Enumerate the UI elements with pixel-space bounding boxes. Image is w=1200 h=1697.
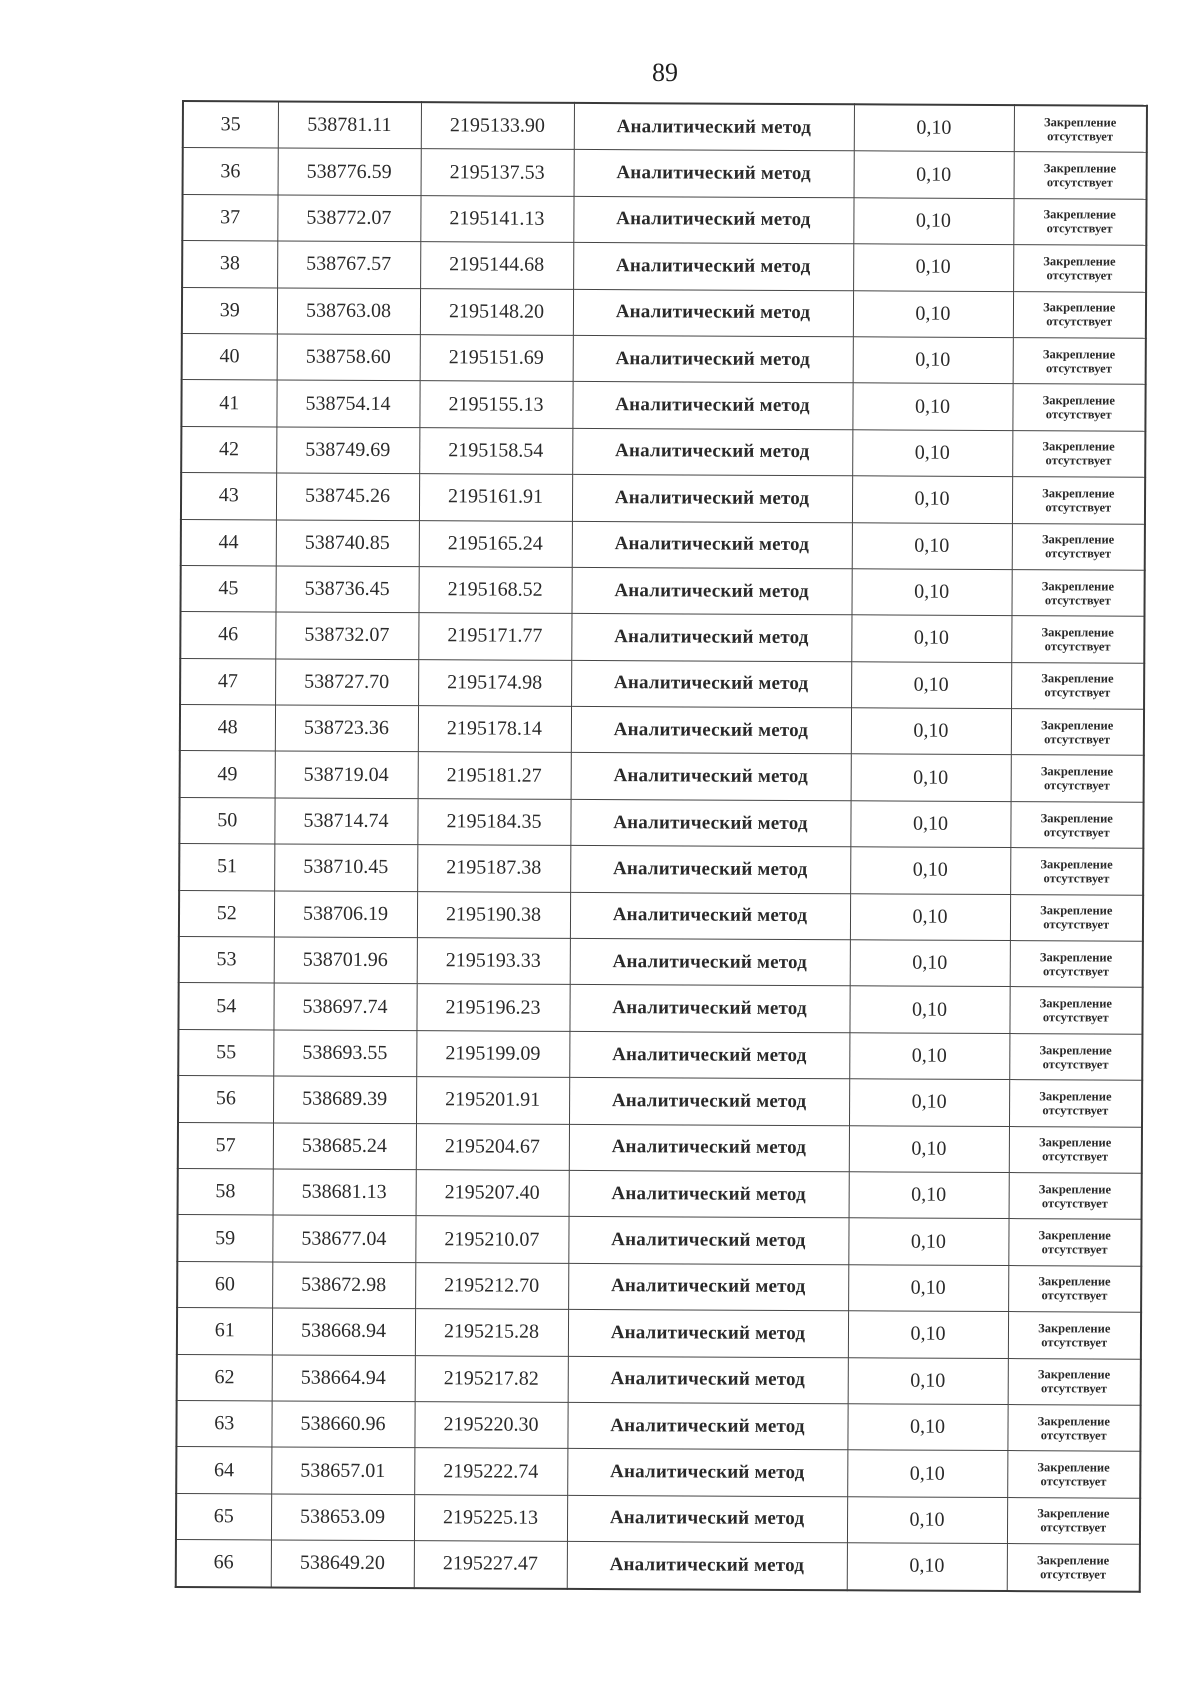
x-coordinate-cell: 538710.45 — [274, 844, 417, 891]
fixation-line-1: Закрепление — [1039, 1089, 1112, 1104]
point-number-cell: 38 — [182, 241, 277, 288]
method-cell: Аналитический метод — [570, 938, 850, 986]
fixation-cell — [1013, 338, 1146, 385]
accuracy-cell: 0,10 — [851, 754, 1011, 801]
fixation-cell — [1010, 848, 1143, 895]
method-cell: Аналитический метод — [567, 1495, 847, 1543]
fixation-cell — [1007, 1451, 1140, 1498]
x-coordinate-cell: 538740.85 — [276, 519, 419, 566]
table-row — [179, 890, 1143, 941]
y-coordinate-cell: 2195225.13 — [414, 1494, 567, 1541]
table-row — [180, 565, 1144, 616]
fixation-line-2: отсутствует — [1046, 221, 1113, 237]
fixation-cell — [1011, 709, 1144, 756]
accuracy-cell: 0,10 — [847, 1404, 1007, 1451]
fixation-line-2: отсутствует — [1044, 592, 1111, 608]
method-cell: Аналитический метод — [571, 706, 851, 754]
accuracy-cell: 0,10 — [852, 522, 1012, 569]
accuracy-cell: 0,10 — [853, 244, 1013, 291]
accuracy-cell: 0,10 — [850, 893, 1010, 940]
accuracy-cell: 0,10 — [848, 1311, 1008, 1358]
method-cell: Аналитический метод — [569, 1124, 849, 1172]
fixation-line-1: Закрепление — [1040, 810, 1113, 826]
fixation-line-1: Закрепление — [1039, 996, 1113, 1011]
fixation-line-2: отсутствует — [1042, 1056, 1109, 1072]
method-cell: Аналитический метод — [572, 521, 852, 569]
fixation-line-2: отсутствует — [1045, 500, 1112, 515]
point-number-cell: 60 — [177, 1261, 272, 1308]
accuracy-cell: 0,10 — [849, 986, 1009, 1033]
fixation-line-2: отсутствует — [1040, 1567, 1107, 1582]
fixation-line-1: Закрепление — [1038, 1321, 1111, 1336]
table-row — [177, 1308, 1141, 1359]
point-number-cell: 47 — [180, 658, 275, 705]
fixation-line-1: Закрепление — [1040, 764, 1114, 779]
accuracy-cell: 0,10 — [851, 615, 1011, 662]
accuracy-cell: 0,10 — [850, 847, 1010, 894]
fixation-cell — [1014, 105, 1147, 153]
point-number-cell: 49 — [180, 751, 275, 798]
accuracy-cell: 0,10 — [851, 569, 1011, 616]
x-coordinate-cell: 538719.04 — [275, 751, 418, 798]
table-row — [182, 287, 1146, 338]
fixation-cell — [1010, 801, 1143, 848]
table-row — [179, 937, 1143, 988]
fixation-cell — [1010, 941, 1143, 988]
method-cell: Аналитический метод — [569, 1170, 849, 1218]
method-cell: Аналитический метод — [571, 567, 851, 615]
x-coordinate-cell: 538685.24 — [273, 1123, 416, 1170]
accuracy-cell: 0,10 — [847, 1450, 1007, 1497]
point-number-cell: 63 — [176, 1400, 271, 1447]
fixation-line-1: Закрепление — [1038, 1181, 1112, 1197]
table-row — [178, 1029, 1142, 1080]
method-cell: Аналитический метод — [573, 289, 853, 337]
x-coordinate-cell: 538776.59 — [278, 148, 421, 195]
table-row — [180, 612, 1144, 663]
fixation-line-2: отсутствует — [1040, 1381, 1107, 1396]
x-coordinate-cell: 538727.70 — [275, 659, 418, 706]
x-coordinate-cell: 538668.94 — [272, 1308, 415, 1355]
table-row — [179, 844, 1143, 895]
table-row — [176, 1540, 1140, 1592]
fixation-line-2: отсутствует — [1044, 685, 1111, 700]
fixation-line-2: отсутствует — [1046, 268, 1113, 283]
accuracy-cell: 0,10 — [853, 198, 1013, 245]
table-row — [178, 983, 1142, 1034]
point-number-cell: 45 — [180, 565, 275, 612]
x-coordinate-cell: 538653.09 — [271, 1494, 414, 1541]
accuracy-cell: 0,10 — [851, 708, 1011, 755]
x-coordinate-cell: 538660.96 — [271, 1401, 414, 1448]
y-coordinate-cell: 2195210.07 — [415, 1216, 568, 1263]
page-number: 89 — [652, 58, 678, 87]
method-cell: Аналитический метод — [569, 1078, 849, 1126]
table-row — [181, 473, 1145, 524]
method-cell: Аналитический метод — [572, 475, 852, 523]
fixation-line-1: Закрепление — [1038, 1135, 1112, 1150]
y-coordinate-cell: 2195174.98 — [418, 659, 571, 706]
fixation-line-1: Закрепление — [1037, 1460, 1110, 1475]
fixation-line-1: Закрепление — [1043, 254, 1116, 269]
y-coordinate-cell: 2195161.91 — [419, 474, 572, 521]
method-cell: Аналитический метод — [571, 614, 851, 662]
fixation-cell — [1012, 430, 1145, 477]
fixation-line-1: Закрепление — [1039, 949, 1113, 965]
method-cell: Аналитический метод — [568, 1356, 848, 1404]
fixation-line-1: Закрепление — [1036, 1552, 1110, 1568]
fixation-cell — [1013, 245, 1146, 292]
x-coordinate-cell: 538754.14 — [276, 380, 419, 427]
y-coordinate-cell: 2195171.77 — [418, 613, 571, 660]
method-cell: Аналитический метод — [574, 150, 854, 198]
method-cell: Аналитический метод — [569, 985, 849, 1033]
accuracy-cell: 0,10 — [850, 940, 1010, 987]
point-number-cell: 42 — [181, 426, 276, 473]
fixation-line-2: отсутствует — [1046, 175, 1113, 190]
fixation-line-2: отсутствует — [1045, 360, 1112, 376]
x-coordinate-cell: 538677.04 — [272, 1215, 415, 1262]
fixation-line-1: Закрепление — [1037, 1413, 1110, 1429]
fixation-line-1: Закрепление — [1042, 346, 1116, 362]
table-row — [179, 797, 1143, 848]
fixation-line-2: отсутствует — [1046, 314, 1113, 329]
y-coordinate-cell: 2195227.47 — [414, 1541, 567, 1589]
fixation-cell — [1009, 987, 1142, 1034]
x-coordinate-cell: 538701.96 — [274, 937, 417, 984]
y-coordinate-cell: 2195165.24 — [419, 520, 572, 567]
x-coordinate-cell: 538749.69 — [276, 427, 419, 474]
y-coordinate-cell: 2195204.67 — [416, 1123, 569, 1170]
coordinates-table — [175, 100, 1148, 1592]
fixation-cell — [1008, 1312, 1141, 1359]
fixation-line-2: отсутствует — [1043, 871, 1110, 886]
x-coordinate-cell: 538672.98 — [272, 1262, 415, 1309]
fixation-cell — [1011, 755, 1144, 802]
fixation-line-2: отсутствует — [1045, 546, 1112, 561]
table-row — [181, 519, 1145, 570]
y-coordinate-cell: 2195137.53 — [421, 149, 574, 196]
table-row — [176, 1400, 1140, 1451]
method-cell: Аналитический метод — [572, 382, 852, 430]
fixation-cell — [1009, 1033, 1142, 1080]
table-row — [182, 333, 1146, 384]
y-coordinate-cell: 2195155.13 — [419, 381, 572, 428]
accuracy-cell: 0,10 — [848, 1265, 1008, 1312]
fixation-line-1: Закрепление — [1041, 625, 1114, 640]
fixation-line-2: отсутствует — [1047, 128, 1114, 144]
point-number-cell: 39 — [182, 287, 277, 334]
x-coordinate-cell: 538732.07 — [275, 612, 418, 659]
y-coordinate-cell: 2195168.52 — [418, 567, 571, 614]
y-coordinate-cell: 2195222.74 — [414, 1448, 567, 1495]
table-row — [180, 705, 1144, 756]
fixation-cell — [1010, 894, 1143, 941]
fixation-line-2: отсутствует — [1043, 824, 1110, 840]
fixation-line-1: Закрепление — [1042, 393, 1115, 408]
fixation-cell — [1012, 384, 1145, 431]
x-coordinate-cell: 538736.45 — [275, 566, 418, 613]
fixation-cell — [1008, 1265, 1141, 1312]
fixation-cell — [1011, 662, 1144, 709]
method-cell: Аналитический метод — [567, 1402, 847, 1450]
y-coordinate-cell: 2195181.27 — [418, 752, 571, 799]
y-coordinate-cell: 2195158.54 — [419, 427, 572, 474]
fixation-line-1: Закрепление — [1042, 439, 1115, 454]
point-number-cell: 53 — [179, 937, 274, 984]
accuracy-cell: 0,10 — [853, 290, 1013, 337]
fixation-cell — [1007, 1404, 1140, 1451]
method-cell: Аналитический метод — [573, 196, 853, 244]
accuracy-cell: 0,10 — [851, 661, 1011, 708]
method-cell: Аналитический метод — [567, 1449, 847, 1497]
accuracy-cell: 0,10 — [854, 151, 1014, 198]
point-number-cell: 66 — [176, 1540, 271, 1587]
point-number-cell: 65 — [176, 1493, 271, 1540]
point-number-cell: 43 — [181, 473, 276, 520]
fixation-line-1: Закрепление — [1043, 114, 1117, 130]
fixation-line-1: Закрепление — [1040, 857, 1113, 872]
fixation-line-2: отсутствует — [1043, 963, 1109, 979]
point-number-cell: 36 — [183, 148, 278, 195]
point-number-cell: 44 — [181, 519, 276, 566]
method-cell: Аналитический метод — [571, 660, 851, 708]
y-coordinate-cell: 2195212.70 — [415, 1262, 568, 1309]
table-row — [176, 1447, 1140, 1498]
point-number-cell: 48 — [180, 705, 275, 752]
fixation-cell — [1007, 1544, 1140, 1592]
accuracy-cell: 0,10 — [853, 337, 1013, 384]
fixation-line-2: отсутствует — [1042, 1149, 1109, 1164]
x-coordinate-cell: 538681.13 — [273, 1169, 416, 1216]
point-number-cell: 57 — [178, 1122, 273, 1169]
accuracy-cell: 0,10 — [848, 1218, 1008, 1265]
fixation-cell — [1014, 152, 1147, 199]
table-row — [180, 751, 1144, 802]
point-number-cell: 64 — [176, 1447, 271, 1494]
fixation-cell — [1009, 1080, 1142, 1127]
fixation-line-2: отсутствует — [1040, 1520, 1107, 1535]
method-cell: Аналитический метод — [571, 753, 851, 801]
point-number-cell: 46 — [180, 612, 275, 659]
table-row — [178, 1168, 1142, 1219]
x-coordinate-cell: 538657.01 — [271, 1447, 414, 1494]
y-coordinate-cell: 2195193.33 — [417, 938, 570, 985]
method-cell: Аналитический метод — [573, 243, 853, 291]
point-number-cell: 61 — [177, 1308, 272, 1355]
accuracy-cell: 0,10 — [852, 476, 1012, 523]
method-cell: Аналитический метод — [572, 428, 852, 476]
accuracy-cell: 0,10 — [849, 1172, 1009, 1219]
fixation-line-2: отсутствует — [1045, 453, 1112, 468]
fixation-line-2: отсутствует — [1041, 1242, 1108, 1257]
method-cell: Аналитический метод — [574, 103, 854, 151]
fixation-cell — [1013, 198, 1146, 245]
method-cell: Аналитический метод — [569, 1031, 849, 1079]
method-cell: Аналитический метод — [570, 799, 850, 847]
fixation-line-2: отсутствует — [1044, 731, 1111, 747]
y-coordinate-cell: 2195151.69 — [420, 335, 573, 382]
y-coordinate-cell: 2195184.35 — [417, 799, 570, 846]
point-number-cell: 51 — [179, 844, 274, 891]
point-number-cell: 58 — [178, 1168, 273, 1215]
x-coordinate-cell: 538706.19 — [274, 891, 417, 938]
x-coordinate-cell: 538697.74 — [273, 983, 416, 1030]
fixation-line-2: отсутствует — [1044, 639, 1111, 654]
fixation-line-2: отсутствует — [1041, 1288, 1108, 1303]
fixation-line-1: Закрепление — [1041, 532, 1115, 547]
fixation-cell — [1011, 616, 1144, 663]
fixation-line-2: отсутствует — [1043, 917, 1110, 932]
x-coordinate-cell: 538664.94 — [272, 1355, 415, 1402]
point-number-cell: 55 — [178, 1029, 273, 1076]
accuracy-cell: 0,10 — [848, 1357, 1008, 1404]
method-cell: Аналитический метод — [570, 892, 850, 940]
y-coordinate-cell: 2195144.68 — [420, 242, 573, 289]
method-cell: Аналитический метод — [568, 1263, 848, 1311]
point-number-cell: 54 — [178, 983, 273, 1030]
fixation-line-1: Закрепление — [1041, 717, 1114, 733]
method-cell: Аналитический метод — [567, 1542, 847, 1590]
accuracy-cell: 0,10 — [854, 104, 1014, 152]
table-row — [181, 426, 1145, 477]
table-row — [180, 658, 1144, 709]
fixation-line-2: отсутствует — [1042, 1010, 1109, 1025]
point-number-cell: 52 — [179, 890, 274, 937]
fixation-line-1: Закрепление — [1041, 671, 1114, 686]
point-number-cell: 50 — [179, 797, 274, 844]
x-coordinate-cell: 538781.11 — [278, 101, 421, 149]
y-coordinate-cell: 2195215.28 — [415, 1309, 568, 1356]
fixation-cell — [1012, 477, 1145, 524]
y-coordinate-cell: 2195196.23 — [416, 984, 569, 1031]
fixation-line-1: Закрепление — [1042, 486, 1115, 501]
fixation-cell — [1011, 569, 1144, 616]
point-number-cell: 59 — [177, 1215, 272, 1262]
table-row — [178, 1076, 1142, 1127]
fixation-line-1: Закрепление — [1043, 300, 1116, 315]
fixation-line-2: отсутствует — [1045, 407, 1112, 422]
fixation-line-1: Закрепление — [1038, 1274, 1111, 1290]
table-row — [178, 1122, 1142, 1173]
fixation-cell — [1013, 291, 1146, 338]
point-number-cell: 41 — [181, 380, 276, 427]
table-row — [182, 241, 1146, 292]
fixation-line-1: Закрепление — [1038, 1228, 1111, 1243]
accuracy-cell: 0,10 — [849, 1125, 1009, 1172]
fixation-cell — [1008, 1219, 1141, 1266]
fixation-line-2: отсутствует — [1042, 1103, 1109, 1118]
table-row — [183, 148, 1147, 199]
fixation-line-1: Закрепление — [1043, 207, 1116, 223]
x-coordinate-cell: 538714.74 — [274, 798, 417, 845]
fixation-line-2: отсутствует — [1043, 778, 1110, 793]
fixation-line-2: отсутствует — [1040, 1427, 1107, 1443]
coordinates-table-wrapper — [175, 100, 1146, 1592]
x-coordinate-cell: 538745.26 — [276, 473, 419, 520]
x-coordinate-cell: 538767.57 — [277, 241, 420, 288]
x-coordinate-cell: 538758.60 — [277, 334, 420, 381]
fixation-line-1: Закрепление — [1043, 161, 1117, 176]
fixation-line-1: Закрепление — [1040, 903, 1113, 918]
x-coordinate-cell: 538772.07 — [277, 195, 420, 242]
y-coordinate-cell: 2195201.91 — [416, 1077, 569, 1124]
y-coordinate-cell: 2195187.38 — [417, 845, 570, 892]
accuracy-cell: 0,10 — [852, 383, 1012, 430]
y-coordinate-cell: 2195178.14 — [418, 706, 571, 753]
y-coordinate-cell: 2195141.13 — [420, 195, 573, 242]
method-cell: Аналитический метод — [570, 846, 850, 894]
x-coordinate-cell: 538693.55 — [273, 1030, 416, 1077]
accuracy-cell: 0,10 — [850, 801, 1010, 848]
coordinates-table-body — [176, 101, 1147, 1591]
table-row — [183, 101, 1147, 153]
method-cell: Аналитический метод — [568, 1310, 848, 1358]
fixation-line-1: Закрепление — [1037, 1367, 1111, 1382]
point-number-cell: 40 — [182, 333, 277, 380]
point-number-cell: 37 — [182, 194, 277, 241]
x-coordinate-cell: 538649.20 — [271, 1540, 414, 1588]
fixation-line-2: отсутствует — [1041, 1195, 1108, 1211]
y-coordinate-cell: 2195199.09 — [416, 1030, 569, 1077]
fixation-line-1: Закрепление — [1041, 578, 1115, 594]
accuracy-cell: 0,10 — [852, 430, 1012, 477]
table-row — [177, 1261, 1141, 1312]
method-cell: Аналитический метод — [568, 1217, 848, 1265]
table-row — [177, 1354, 1141, 1405]
method-cell: Аналитический метод — [573, 335, 853, 383]
y-coordinate-cell: 2195133.90 — [421, 102, 574, 150]
accuracy-cell: 0,10 — [847, 1543, 1007, 1591]
y-coordinate-cell: 2195148.20 — [420, 288, 573, 335]
fixation-cell — [1008, 1358, 1141, 1405]
y-coordinate-cell: 2195220.30 — [414, 1402, 567, 1449]
x-coordinate-cell: 538723.36 — [275, 705, 418, 752]
point-number-cell: 35 — [183, 101, 278, 148]
x-coordinate-cell: 538689.39 — [273, 1076, 416, 1123]
fixation-cell — [1009, 1173, 1142, 1220]
fixation-line-2: отсутствует — [1040, 1474, 1107, 1489]
point-number-cell: 62 — [177, 1354, 272, 1401]
accuracy-cell: 0,10 — [847, 1496, 1007, 1543]
fixation-line-1: Закрепление — [1037, 1506, 1110, 1521]
fixation-line-1: Закрепление — [1039, 1042, 1112, 1058]
accuracy-cell: 0,10 — [849, 1079, 1009, 1126]
fixation-cell — [1012, 523, 1145, 570]
point-number-cell: 56 — [178, 1076, 273, 1123]
y-coordinate-cell: 2195207.40 — [416, 1170, 569, 1217]
table-row — [177, 1215, 1141, 1266]
table-row — [182, 194, 1146, 245]
table-row — [181, 380, 1145, 431]
y-coordinate-cell: 2195190.38 — [417, 891, 570, 938]
table-row — [176, 1493, 1140, 1544]
x-coordinate-cell: 538763.08 — [277, 288, 420, 335]
fixation-cell — [1007, 1497, 1140, 1544]
accuracy-cell: 0,10 — [849, 1033, 1009, 1080]
fixation-line-2: отсутствует — [1041, 1335, 1108, 1350]
fixation-cell — [1009, 1126, 1142, 1173]
y-coordinate-cell: 2195217.82 — [415, 1355, 568, 1402]
